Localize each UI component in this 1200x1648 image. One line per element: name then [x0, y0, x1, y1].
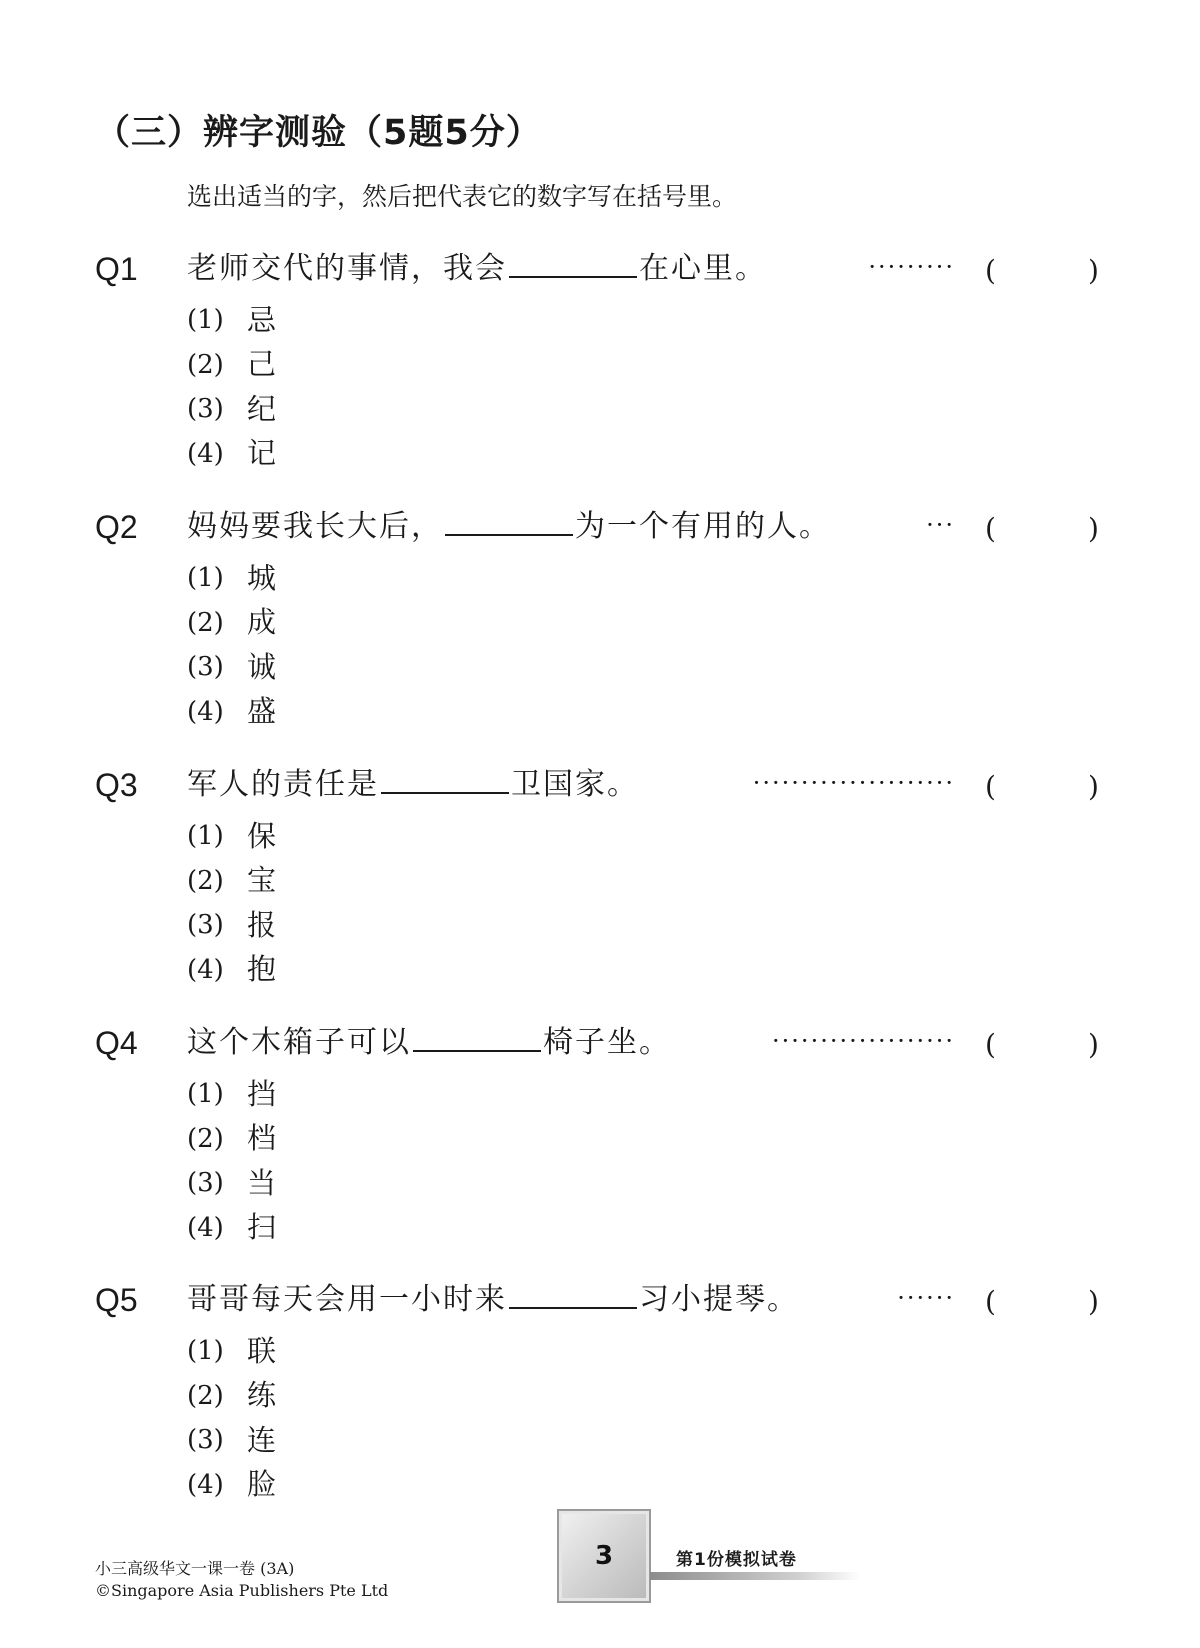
option-1[interactable] [187, 814, 276, 859]
leader-dots: ······ [897, 1284, 955, 1312]
option-number: (3) [187, 910, 224, 941]
option-list [187, 814, 276, 992]
option-2[interactable] [187, 859, 276, 904]
stem-text-after: 习小提琴。 [639, 1282, 799, 1317]
answer-paren-close: ) [1088, 1028, 1099, 1061]
option-1[interactable] [187, 556, 276, 601]
fill-in-blank [509, 1283, 637, 1309]
option-3[interactable] [187, 1161, 276, 1206]
option-character: 成 [247, 605, 277, 640]
answer-paren-open: ( [985, 1028, 996, 1061]
option-number: (3) [187, 1168, 224, 1199]
stem-text-before: 这个木箱子可以 [187, 1025, 411, 1060]
option-number: (3) [187, 652, 224, 683]
option-2[interactable] [187, 1374, 276, 1419]
section-title: （三）辨字测验（5题5分） [95, 113, 542, 153]
fill-in-blank [509, 252, 637, 278]
option-list [187, 1072, 276, 1250]
stem-text-after: 卫国家。 [511, 767, 639, 802]
option-1[interactable] [187, 1329, 276, 1374]
fill-in-blank [413, 1026, 541, 1052]
leader-dots: ········· [868, 253, 955, 281]
option-number: (1) [187, 305, 224, 336]
option-list [187, 556, 276, 734]
option-4[interactable] [187, 690, 276, 735]
option-number: (2) [187, 1380, 224, 1411]
option-character: 盛 [247, 694, 277, 729]
leader-dots: ····················· [752, 769, 955, 797]
stem-text-before: 老师交代的事情，我会 [187, 251, 507, 286]
option-4[interactable] [187, 432, 276, 477]
option-3[interactable] [187, 903, 276, 948]
paper-label-underline [650, 1572, 860, 1580]
option-character: 宝 [247, 863, 277, 898]
option-character: 己 [247, 347, 277, 382]
option-list [187, 298, 276, 476]
answer-field[interactable] [998, 1283, 1086, 1321]
answer-paren-close: ) [1088, 512, 1099, 545]
option-number: (2) [187, 349, 224, 380]
option-number: (4) [187, 1212, 224, 1243]
option-character: 联 [247, 1333, 277, 1368]
answer-paren-close: ) [1088, 1285, 1099, 1318]
answer-paren-close: ) [1088, 254, 1099, 287]
option-character: 保 [247, 818, 277, 853]
option-3[interactable] [187, 645, 276, 690]
stem-text-after: 椅子坐。 [543, 1025, 671, 1060]
fill-in-blank [381, 768, 509, 794]
question-stem [187, 768, 639, 802]
option-character: 练 [247, 1378, 277, 1413]
option-2[interactable] [187, 601, 276, 646]
option-character: 诚 [247, 649, 277, 684]
option-list [187, 1329, 276, 1507]
question-stem [187, 1026, 671, 1060]
option-character: 记 [247, 436, 277, 471]
option-1[interactable] [187, 298, 276, 343]
option-number: (2) [187, 865, 224, 896]
question-stem [187, 510, 831, 544]
leader-dots: ··· [926, 511, 955, 539]
option-number: (4) [187, 954, 224, 985]
question-number: Q1 [95, 251, 138, 287]
option-2[interactable] [187, 343, 276, 388]
option-4[interactable] [187, 1463, 276, 1508]
option-character: 纪 [247, 391, 277, 426]
option-character: 城 [247, 560, 277, 595]
answer-field[interactable] [998, 510, 1086, 548]
option-number: (4) [187, 438, 224, 469]
stem-text-after: 在心里。 [639, 251, 767, 286]
question-stem [187, 1283, 799, 1317]
answer-paren-close: ) [1088, 770, 1099, 803]
question-number: Q4 [95, 1025, 138, 1061]
section-instruction: 选出适当的字，然后把代表它的数字写在括号里。 [187, 182, 738, 211]
page-number-box [557, 1509, 651, 1603]
option-number: (3) [187, 1425, 224, 1456]
stem-text-before: 哥哥每天会用一小时来 [187, 1282, 507, 1317]
answer-paren-open: ( [985, 512, 996, 545]
option-number: (3) [187, 394, 224, 425]
answer-paren-open: ( [985, 1285, 996, 1318]
option-3[interactable] [187, 1418, 276, 1463]
answer-paren-open: ( [985, 254, 996, 287]
option-character: 挡 [247, 1076, 277, 1111]
option-character: 连 [247, 1422, 277, 1457]
option-character: 报 [247, 907, 277, 942]
footer-credits [95, 1558, 388, 1602]
option-number: (2) [187, 607, 224, 638]
question-number: Q2 [95, 509, 138, 545]
answer-field[interactable] [998, 768, 1086, 806]
stem-text-before: 军人的责任是 [187, 767, 379, 802]
option-number: (1) [187, 821, 224, 852]
option-character: 脸 [247, 1467, 277, 1502]
stem-text-after: 为一个有用的人。 [575, 509, 831, 544]
option-2[interactable] [187, 1117, 276, 1162]
option-character: 扫 [247, 1210, 277, 1245]
answer-field[interactable] [998, 1026, 1086, 1064]
question-stem [187, 252, 767, 286]
option-number: (1) [187, 563, 224, 594]
answer-paren-open: ( [985, 770, 996, 803]
option-number: (4) [187, 696, 224, 727]
question-number: Q3 [95, 767, 138, 803]
question-number: Q5 [95, 1282, 138, 1318]
option-3[interactable] [187, 387, 276, 432]
copyright-text: ©Singapore Asia Publishers Pte Ltd [95, 1581, 389, 1600]
fill-in-blank [445, 510, 573, 536]
option-number: (2) [187, 1123, 224, 1154]
option-character: 抱 [247, 952, 277, 987]
option-number: (4) [187, 1469, 224, 1500]
paper-label: 第1份模拟试卷 [676, 1550, 797, 1570]
book-title: 小三高级华文一课一卷 (3A) [95, 1559, 295, 1578]
option-character: 忌 [247, 302, 277, 337]
option-character: 当 [247, 1165, 277, 1200]
option-1[interactable] [187, 1072, 276, 1117]
option-4[interactable] [187, 1206, 276, 1251]
option-number: (1) [187, 1336, 224, 1367]
leader-dots: ··················· [772, 1027, 955, 1055]
answer-field[interactable] [998, 252, 1086, 290]
option-4[interactable] [187, 948, 276, 993]
option-number: (1) [187, 1079, 224, 1110]
stem-text-before: 妈妈要我长大后， [187, 509, 443, 544]
option-character: 档 [247, 1121, 277, 1156]
page-number: 3 [594, 1541, 614, 1571]
